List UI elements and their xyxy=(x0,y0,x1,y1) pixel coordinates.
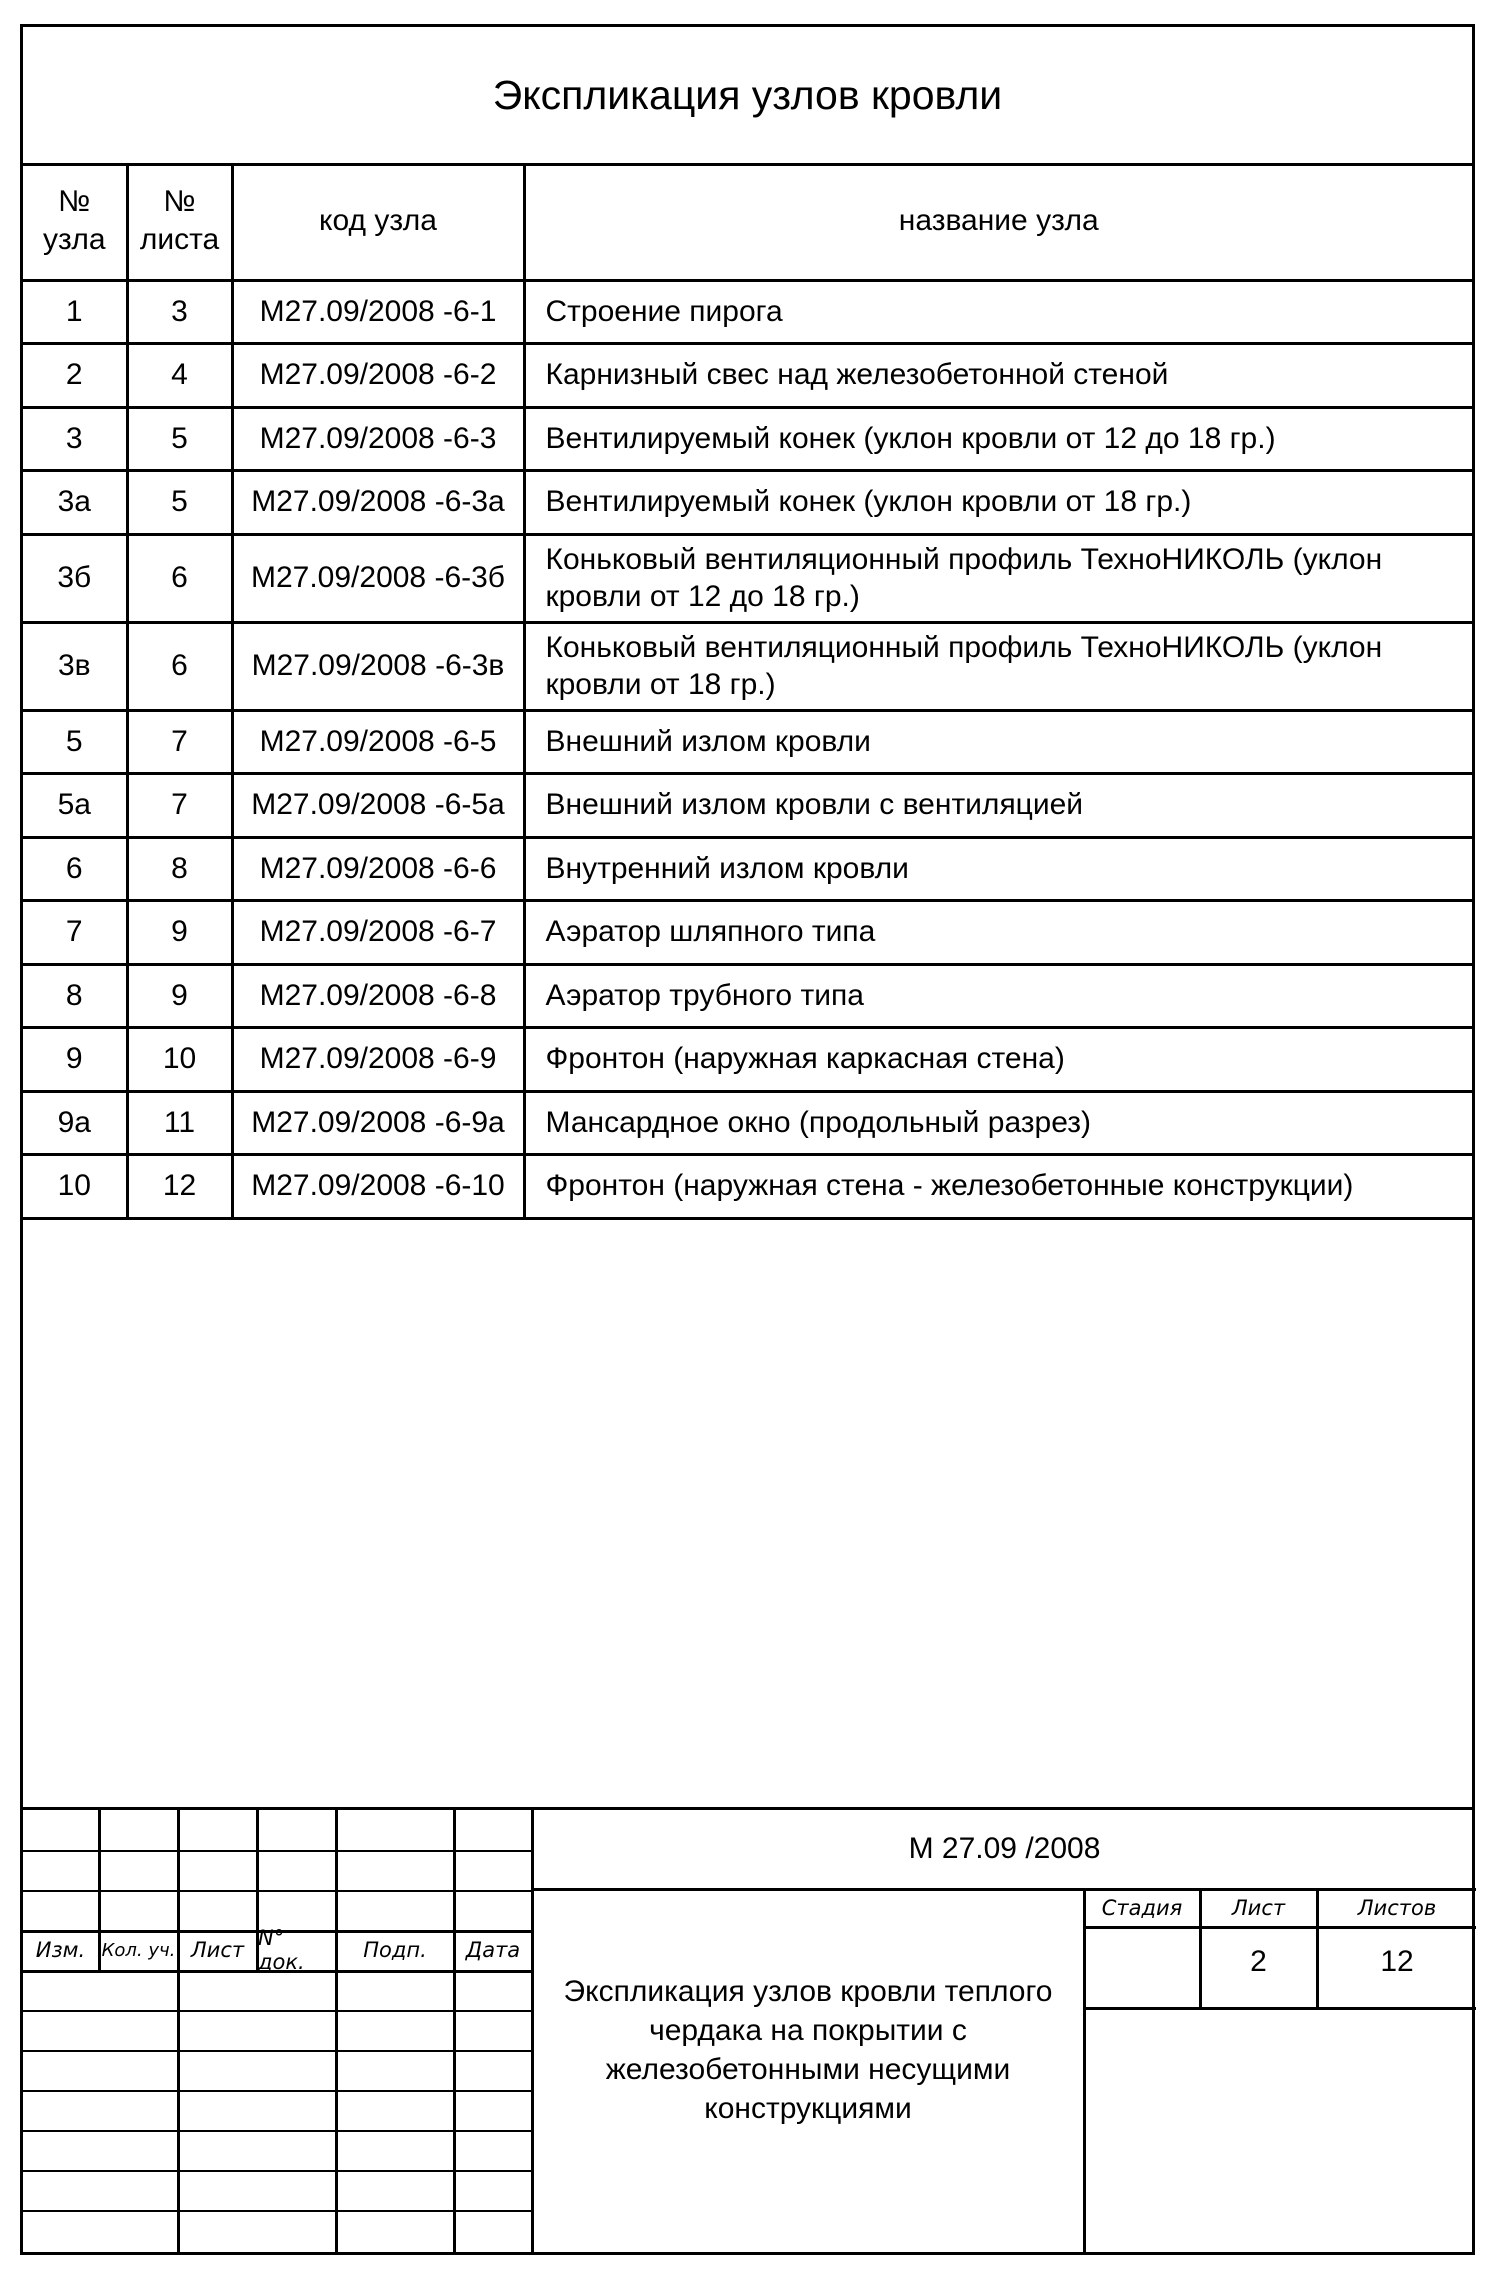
node-name-cell: Коньковый вентиляционный профиль ТехноНИКОЛЬ (уклон кровли от 18 гр.) xyxy=(524,622,1472,710)
node-number-cell: 2 xyxy=(23,343,127,407)
sheet-number-cell: 7 xyxy=(127,710,232,773)
sheet-number-cell: 5 xyxy=(127,470,232,534)
node-name-cell: Коньковый вентиляционный профиль ТехноНИКОЛЬ (уклон кровли от 12 до 18 гр.) xyxy=(524,534,1472,622)
table-row xyxy=(23,407,1472,470)
node-code-cell: М27.09/2008 -6-3 xyxy=(232,407,524,470)
node-number-cell: 3 xyxy=(23,407,127,470)
header-sheet-number-line: № xyxy=(163,185,196,219)
header-node-name-line: название узла xyxy=(898,204,1099,237)
node-number-cell: 3а xyxy=(23,470,127,534)
table-row xyxy=(23,964,1472,1027)
table-row xyxy=(23,837,1472,900)
node-code-cell: М27.09/2008 -6-6 xyxy=(232,837,524,900)
rev-header-count: Кол. уч. xyxy=(101,1939,176,1961)
node-number-cell: 8 xyxy=(23,964,127,1027)
node-name-cell: Фронтон (наружная стена - железобетонные конструкции) xyxy=(524,1154,1472,1218)
node-name-cell: Аэратор трубного типа xyxy=(524,964,1472,1027)
node-code-cell: М27.09/2008 -6-2 xyxy=(232,343,524,407)
drawing-frame xyxy=(20,24,1475,2255)
sheet-number-cell: 4 xyxy=(127,343,232,407)
node-name-cell: Мансардное окно (продольный разрез) xyxy=(524,1091,1472,1154)
node-number-cell: 3б xyxy=(23,534,127,622)
sheet-value: 2 xyxy=(1250,1945,1267,1978)
table-row xyxy=(23,773,1472,837)
node-name-cell: Строение пирога xyxy=(524,280,1472,343)
node-number-cell: 9 xyxy=(23,1027,127,1091)
node-code-cell: М27.09/2008 -6-8 xyxy=(232,964,524,1027)
table-row xyxy=(23,710,1472,773)
sheet-number-cell: 3 xyxy=(127,280,232,343)
node-number-cell: 5а xyxy=(23,773,127,837)
node-name-cell: Вентилируемый конек (уклон кровли от 18 гр.) xyxy=(524,470,1472,534)
sheet-number-cell: 7 xyxy=(127,773,232,837)
node-code-cell: М27.09/2008 -6-7 xyxy=(232,900,524,964)
node-number-cell: 6 xyxy=(23,837,127,900)
table-row xyxy=(23,1027,1472,1091)
sheet-number-cell: 12 xyxy=(127,1154,232,1218)
sheets-value: 12 xyxy=(1380,1945,1414,1978)
rev-header-signature: Подп. xyxy=(363,1938,427,1962)
node-name-cell: Карнизный свес над железобетонной стеной xyxy=(524,343,1472,407)
nodes-table xyxy=(23,163,1472,1220)
node-code-cell: М27.09/2008 -6-9а xyxy=(232,1091,524,1154)
table-row xyxy=(23,470,1472,534)
table-row xyxy=(23,534,1472,622)
table-row xyxy=(23,280,1472,343)
node-code-cell: М27.09/2008 -6-9 xyxy=(232,1027,524,1091)
node-number-cell: 5 xyxy=(23,710,127,773)
table-row xyxy=(23,900,1472,964)
node-number-cell: 1 xyxy=(23,280,127,343)
node-number-cell: 9а xyxy=(23,1091,127,1154)
table-row xyxy=(23,1154,1472,1218)
sheets-header: Листов xyxy=(1357,1896,1437,1920)
node-name-cell: Вентилируемый конек (уклон кровли от 12 до 18 гр.) xyxy=(524,407,1472,470)
table-row xyxy=(23,1091,1472,1154)
node-code-cell: М27.09/2008 -6-3б xyxy=(232,534,524,622)
stage-value xyxy=(1085,1929,1199,2007)
sheet-number-cell: 5 xyxy=(127,407,232,470)
header-node-number-line: узла xyxy=(42,222,106,256)
rev-header-change: Изм. xyxy=(35,1938,86,1962)
node-name-cell: Внутренний излом кровли xyxy=(524,837,1472,900)
node-code-cell: М27.09/2008 -6-1 xyxy=(232,280,524,343)
header-node-code xyxy=(232,163,524,280)
node-code-cell: М27.09/2008 -6-3в xyxy=(232,622,524,710)
sheet-header: Лист xyxy=(1231,1896,1286,1920)
node-code-cell: М27.09/2008 -6-3а xyxy=(232,470,524,534)
node-name-cell: Внешний излом кровли с вентиляцией xyxy=(524,773,1472,837)
header-sheet-number-line: листа xyxy=(139,222,220,256)
sheet-number-cell: 6 xyxy=(127,534,232,622)
document-code: М 27.09 /2008 xyxy=(908,1832,1101,1865)
header-node-name xyxy=(524,163,1472,280)
rev-header-date: Дата xyxy=(465,1938,521,1962)
table-row xyxy=(23,622,1472,710)
rev-header-docno: N° док. xyxy=(258,1926,305,1974)
node-code-cell: М27.09/2008 -6-5а xyxy=(232,773,524,837)
header-node-code-line: код узла xyxy=(319,204,437,237)
rev-header-sheet: Лист xyxy=(190,1938,245,1962)
node-name-cell: Фронтон (наружная каркасная стена) xyxy=(524,1027,1472,1091)
header-sheet-number xyxy=(127,163,232,280)
sheet-number-cell: 8 xyxy=(127,837,232,900)
node-code-cell: М27.09/2008 -6-10 xyxy=(232,1154,524,1218)
table-header-row xyxy=(23,163,1472,280)
node-number-cell: 7 xyxy=(23,900,127,964)
sheet-number-cell: 9 xyxy=(127,900,232,964)
header-node-number xyxy=(23,163,127,280)
table-row xyxy=(23,343,1472,407)
sheet-number-cell: 11 xyxy=(127,1091,232,1154)
node-name-cell: Внешний излом кровли xyxy=(524,710,1472,773)
header-node-number-line: № xyxy=(58,185,91,219)
document-description: Экспликация узлов кровли теплого чердака на покрытии с железобетонными несущими конструкциями xyxy=(563,1975,1053,2125)
node-number-cell: 10 xyxy=(23,1154,127,1218)
node-code-cell: М27.09/2008 -6-5 xyxy=(232,710,524,773)
sheet-number-cell: 10 xyxy=(127,1027,232,1091)
sheet-number-cell: 6 xyxy=(127,622,232,710)
title-block xyxy=(23,1807,1472,2252)
sheet-number-cell: 9 xyxy=(127,964,232,1027)
page-title: Экспликация узлов кровли xyxy=(23,27,1472,166)
node-number-cell: 3в xyxy=(23,622,127,710)
node-name-cell: Аэратор шляпного типа xyxy=(524,900,1472,964)
stage-header: Стадия xyxy=(1101,1896,1183,1920)
